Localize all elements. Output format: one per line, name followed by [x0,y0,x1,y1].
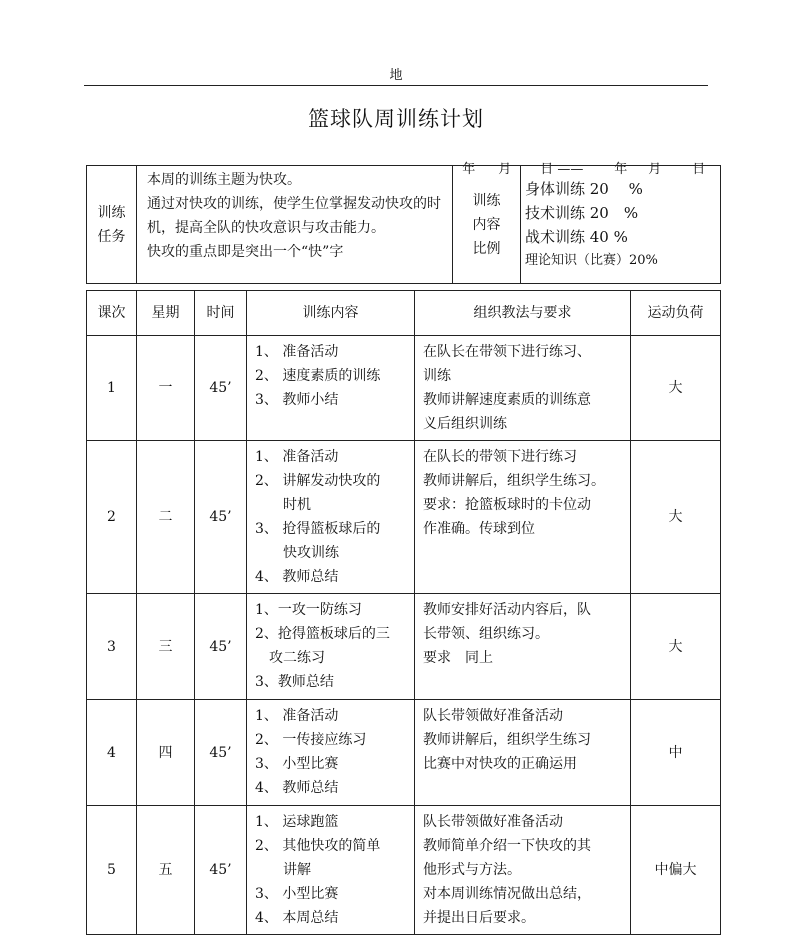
col-header-weekday: 星期 [137,291,195,336]
ratio-label: 训练 内容 比例 [453,166,521,284]
row-content: 1、 准备活动 2、 一传接应练习 3、 小型比赛 4、 教师总结 [247,700,415,806]
theme-line: 机，提高全队的快攻意识与攻击能力。 [147,220,385,236]
col-header-method: 组织教法与要求 [415,291,631,336]
row-load: 中 [631,700,721,806]
task-theme [137,166,453,284]
page-header-label: 地 [389,68,403,83]
header-rule [84,85,708,86]
row-weekday: 一 [137,336,195,441]
theme-line: 快攻的重点即是突出一个“快”字 [147,244,344,260]
date-month-end: 月 [648,162,662,177]
task-row [87,166,721,284]
col-header-content: 训练内容 [247,291,415,336]
row-number: 5 [87,806,137,935]
row-time: 45’ [195,441,247,594]
col-header-time: 时间 [195,291,247,336]
col-header-lesson: 课次 [87,291,137,336]
row-content: 1、一攻一防练习 2、抢得篮板球后的三 攻二练习 3、教师总结 [247,594,415,700]
row-weekday: 五 [137,806,195,935]
table-row [87,700,721,806]
date-month-start: 月 [498,162,512,177]
table-row [87,806,721,935]
table-row [87,594,721,700]
document-title: 篮球队周训练计划 [308,107,484,131]
table-row [87,336,721,441]
row-number: 3 [87,594,137,700]
row-weekday: 三 [137,594,195,700]
col-header-load: 运动负荷 [631,291,721,336]
theme-line: 通过对快攻的训练，使学生位掌握发动快攻的时 [147,196,441,212]
row-content: 1、 准备活动 2、 速度素质的训练 3、 教师小结 [247,336,415,441]
ratio-values [521,166,721,284]
row-load: 大 [631,441,721,594]
date-day-start: 日 —— [540,162,584,177]
theme-line: 本周的训练主题为快攻。 [147,172,301,188]
row-method: 在队长的带领下进行练习 教师讲解后，组织学生练习。 要求：抢篮板球时的卡位动 作准确。传球到位 [415,441,631,594]
training-plan-table [86,165,721,935]
column-header-row [87,291,721,336]
table-row [87,441,721,594]
row-load: 大 [631,594,721,700]
row-content: 1、 运球跑篮 2、 其他快攻的简单 讲解 3、 小型比赛 4、 本周总结 [247,806,415,935]
row-time: 45’ [195,806,247,935]
row-load: 大 [631,336,721,441]
row-time: 45’ [195,594,247,700]
row-weekday: 四 [137,700,195,806]
row-method: 队长带领做好准备活动 教师简单介绍一下快攻的其 他形式与方法。 对本周训练情况做出总结， 并提出日后要求。 [415,806,631,935]
task-label: 训练 任务 [87,166,137,284]
row-number: 2 [87,441,137,594]
row-method: 教师安排好活动内容后，队 长带领、组织练习。 要求 同上 [415,594,631,700]
spacer [87,284,721,291]
row-content: 1、 准备活动 2、 讲解发动快攻的 时机 3、 抢得篮板球后的 快攻训练 4、 教师总结 [247,441,415,594]
row-weekday: 二 [137,441,195,594]
date-day-end: 日 [692,162,706,177]
row-number: 4 [87,700,137,806]
date-year-end: 年 [614,162,628,177]
row-method: 在队长在带领下进行练习、 训练 教师讲解速度素质的训练意 义后组织训练 [415,336,631,441]
ratio-physical: 身体训练 20 % [525,179,643,198]
ratio-technical: 技术训练 20 % [525,203,639,222]
row-number: 1 [87,336,137,441]
ratio-theory: 理论知识（比赛）20% [525,252,658,268]
row-method: 队长带领做好准备活动 教师讲解后，组织学生练习 比赛中对快攻的正确运用 [415,700,631,806]
ratio-tactical: 战术训练 40 % [525,227,628,246]
date-year-start: 年 [462,162,476,177]
row-time: 45’ [195,700,247,806]
row-time: 45’ [195,336,247,441]
row-load: 中偏大 [631,806,721,935]
